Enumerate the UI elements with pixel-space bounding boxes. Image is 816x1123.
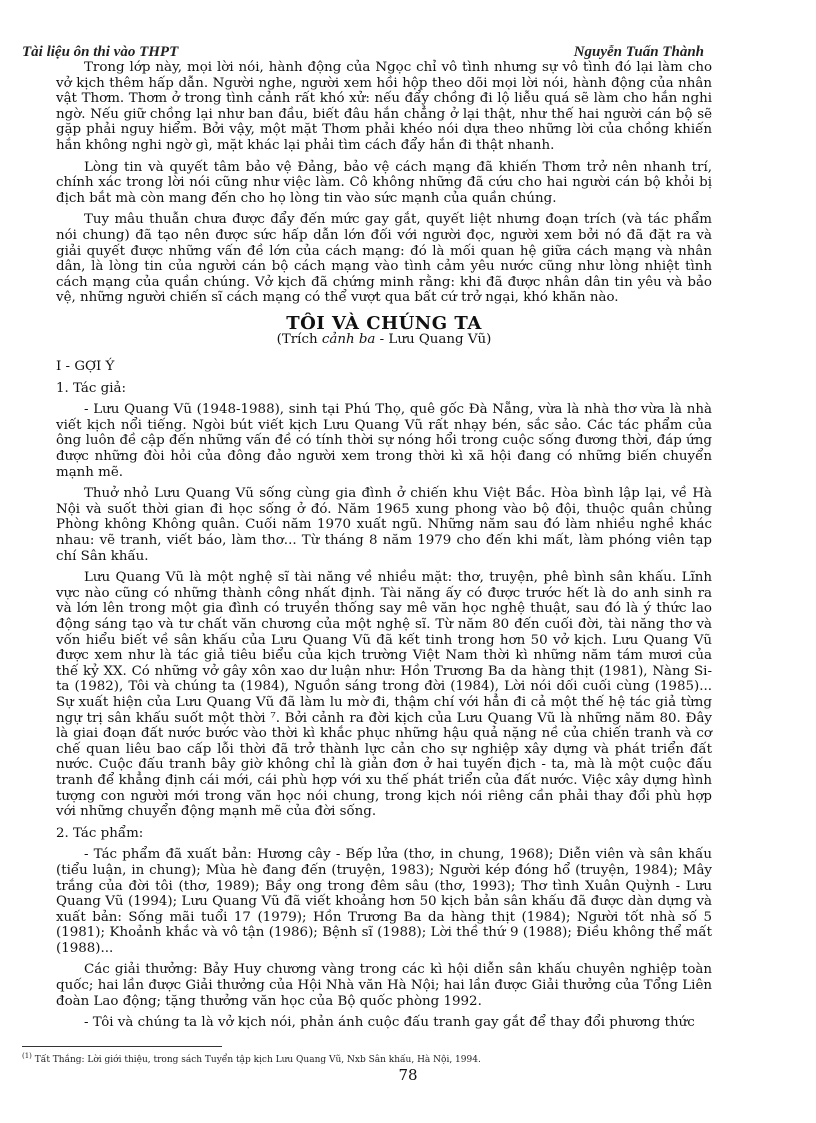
page-number: 78	[398, 1066, 418, 1084]
body-text	[56, 60, 712, 1037]
subtitle-pre: (Trích	[276, 331, 322, 347]
subtitle-post: - Lưu Quang Vũ)	[375, 331, 492, 347]
intro-paragraph-1: Trong lớp này, mọi lời nói, hành động của Ngọc chỉ vô tình nhưng sự vô tình đó lại làm cho vở kịch thêm hấp dẫn. Người nghe, người xem hồi hộp theo dõi mọi lời nói, hành động của nhân vật Thơm. Thơm ở trong tình cảnh rất khó xử: nếu đẩy chồng đi lộ liễu quá sẽ làm cho hắn nghi ngờ. Nếu giữ chồng lại như ban đầu, biết đâu hắn chẳng ở lại thật, như thế hai người cán bộ sẽ gặp phải nguy hiểm. Bởi vậy, một mặt Thơm phải khéo nói dựa theo những lời của chồng khiến hắn không nghi ngờ gì, mặt khác lại phải tìm cách đẩy hắn đi thật nhanh.	[56, 60, 712, 153]
footnote	[22, 1052, 481, 1065]
subtitle-em: cảnh ba	[321, 331, 376, 347]
author-paragraph-3: Lưu Quang Vũ là một nghệ sĩ tài năng về nhiều mặt: thơ, truyện, phê bình sân khấu. Lĩnh vực nào cũng có những thành công nhất định. Tài năng ấy có được trước hết là do anh sinh ra và lớn lên trong một gia đình có truyền thống say mê văn học nghệ thuật, sau đó là ý thức lao động sáng tạo và tư chất văn chương của một nghệ sĩ. Từ năm 80 đến cuối đời, tài năng thơ và vốn hiểu biết về sân khấu của Lưu Quang Vũ đã kết tinh trong hơn 50 vở kịch. Lưu Quang Vũ được xem như là tác giả tiêu biểu của kịch trường Việt Nam thời kì những năm tám mươi của thế kỷ XX. Có những vở gây xôn xao dư luận như: Hồn Trương Ba da hàng thịt (1981), Nàng Si-ta (1982), Tôi và chúng ta (1984), Nguồn sáng trong đời (1984), Lời nói dối cuối cùng (1985)... Sự xuất hiện của Lưu Quang Vũ đã làm lu mờ đi, thậm chí với hẳn đi cả một thế hệ tác giả từng ngự trị sân khấu suốt một thời ⁷. Bởi cảnh ra đời kịch của Lưu Quang Vũ là những năm 80. Đây là giai đoạn đất nước bước vào thời kì khắc phục những hậu quả nặng nề của chiến tranh và cơ chế quan liêu bao cấp lỗi thời đã trở thành lực cản cho sự nghiệp xây dựng và phát triển đất nước. Cuộc đấu tranh bây giờ không chỉ là giản đơn ở hai tuyến địch - ta, mà là một cuộc đấu tranh để khẳng định cái mới, cái phù hợp với xu thế phát triển của đất nước. Việc xây dựng hình tượng con người mới trong văn học nói chung, trong kịch nói riêng cần phải thay đổi phù hợp với những chuyển động mạnh mẽ của đời sống.	[56, 570, 712, 820]
author-paragraph-2: Thuở nhỏ Lưu Quang Vũ sống cùng gia đình ở chiến khu Việt Bắc. Hòa bình lập lại, về Hà Nội và suốt thời gian đi học sống ở đó. Năm 1965 xung phong vào bộ đội, thuộc quân chủng Phòng không Không quân. Cuối năm 1970 xuất ngũ. Những năm sau đó làm nhiều nghề khác nhau: vẽ tranh, viết báo, làm thơ... Từ tháng 8 năm 1979 cho đến khi mất, làm phóng viên tạp chí Sân khấu.	[56, 486, 712, 564]
work-paragraph-1: - Tác phẩm đã xuất bản: Hương cây - Bếp lửa (thơ, in chung, 1968); Diễn viên và sân khấu (tiểu luận, in chung); Mùa hè đang đến (truyện, 1983); Người kép đóng hổ (truyện, 1984); Mây trắng của đời tôi (thơ, 1989); Bầy ong trong đêm sâu (thơ, 1993); Thơ tình Xuân Quỳnh - Lưu Quang Vũ (1994); Lưu Quang Vũ đã viết khoảng hơn 50 kịch bản sân khấu đã được dàn dựng và xuất bản: Sống mãi tuổi 17 (1979); Hồn Trương Ba da hàng thịt (1984); Người tốt nhà số 5 (1981); Khoảnh khắc và vô tận (1986); Bệnh sĩ (1988); Lời thề thứ 9 (1988); Điều không thể mất (1988)...	[56, 847, 712, 956]
intro-paragraph-2: Lòng tin và quyết tâm bảo vệ Đảng, bảo vệ cách mạng đã khiến Thơm trở nên nhanh trí, chính xác trong lời nói cũng như việc làm. Cô không những đã cứu cho hai người cán bộ khỏi bị địch bắt mà còn mang đến cho họ lòng tin vào sức mạnh của quần chúng.	[56, 159, 712, 206]
header-right: Nguyễn Tuấn Thành	[573, 44, 704, 60]
intro-paragraph-3: Tuy mâu thuẫn chưa được đẩy đến mức gay gắt, quyết liệt nhưng đoạn trích (và tác phẩm nói chung) đã tạo nên được sức hấp dẫn lớn đối với người đọc, người xem bởi nó đã đặt ra và giải quyết được những vấn đề lớn của cách mạng: đó là mối quan hệ giữa cách mạng và nhân dân, là lòng tin của người cán bộ cách mạng vào tình cảm yêu nước cũng như lòng nhiệt tình cách mạng của quần chúng. Vở kịch đã chứng minh rằng: khi đã được nhân dân tin yêu và bảo vệ, những người chiến sĩ cách mạng có thể vượt qua bất cứ trở ngại, khó khăn nào.	[56, 212, 712, 306]
section-subtitle	[56, 332, 712, 348]
section-title: TÔI VÀ CHÚNG TA	[286, 312, 482, 334]
subheading-work: 2. Tác phẩm:	[56, 825, 144, 841]
footnote-mark: (1)	[22, 1052, 32, 1060]
footnote-divider	[22, 1046, 222, 1047]
subheading-author: 1. Tác giả:	[56, 380, 127, 396]
work-paragraph-3: - Tôi và chúng ta là vở kịch nói, phản ánh cuộc đấu tranh gay gắt để thay đổi phương thức	[84, 1015, 695, 1031]
work-paragraph-2: Các giải thưởng: Bảy Huy chương vàng trong các kì hội diễn sân khấu chuyên nghiệp toàn quốc; hai lần được Giải thưởng của Hội Nhà văn Hà Nội; hai lần được Giải thưởng của Tổng Liên đoàn Lao động; tặng thưởng văn học của Bộ quốc phòng 1992.	[56, 962, 712, 1009]
footnote-text: Tất Thắng: Lời giới thiệu, trong sách Tuyển tập kịch Lưu Quang Vũ, Nxb Sân khấu, Hà Nội, 1994.	[34, 1055, 481, 1065]
author-paragraph-1: - Lưu Quang Vũ (1948-1988), sinh tại Phú Thọ, quê gốc Đà Nẵng, vừa là nhà thơ vừa là nhà viết kịch nổi tiếng. Ngòi bút viết kịch Lưu Quang Vũ rất nhạy bén, sắc sảo. Các tác phẩm của ông luôn đề cập đến những vấn đề có tính thời sự nóng hổi trong cuộc sống đương thời, đáp ứng được những đòi hỏi của đông đảo người xem trong thời kì xã hội đang có những biến chuyển mạnh mẽ.	[56, 402, 712, 480]
section-heading-1: I - GỢI Ý	[56, 359, 115, 375]
header-left: Tài liệu ôn thi vào THPT	[22, 44, 179, 60]
